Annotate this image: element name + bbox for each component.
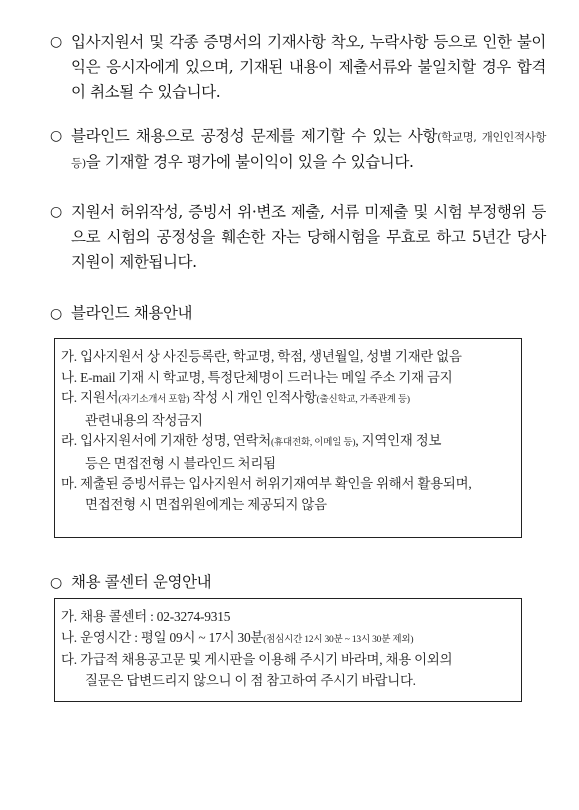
- item-text-continued: 면접전형 시 면접위원에게는 제공되지 않음: [85, 496, 327, 512]
- item-text: E-mail 기재 시 학교명, 특정단체명이 드러나는 메일 주소 기재 금지: [80, 369, 453, 385]
- item-key: 나.: [61, 629, 77, 645]
- list-item: [61, 650, 515, 691]
- item-text-small: (출신학교, 가족관계 등): [316, 395, 410, 405]
- list-item: [61, 368, 515, 389]
- item-text: 운영시간 : 평일 09시 ~ 17시 30분: [80, 629, 264, 645]
- item-key: 다.: [61, 652, 77, 667]
- circle-bullet-icon: ○: [50, 204, 62, 220]
- item-text: 작성 시 개인 인적사항: [189, 390, 317, 405]
- item-text-continued: 관련내용의 작성금지: [85, 412, 203, 428]
- item-key: 가.: [61, 349, 77, 364]
- item-text: 입사지원서에 기재한 성명, 연락처: [80, 433, 272, 448]
- callcenter-section-title: 채용 콜센터 운영안내: [71, 573, 212, 591]
- item-key: 마.: [61, 476, 77, 491]
- notice-paragraph-3: [50, 200, 546, 275]
- callcenter-section-heading: [50, 571, 211, 594]
- item-text: , 지역인재 정보: [355, 433, 442, 448]
- list-item: [61, 628, 515, 651]
- notice-text: 지원서 허위작성, 증빙서 위·변조 제출, 서류 미제출 및 시험 부정행위 등으로 시험의 공정성을 훼손한 자는 당해시험을 무효로 하고 5년간 당사 지원이 제한됩니다.: [71, 203, 546, 271]
- notice-paragraph-1: [50, 30, 546, 105]
- item-key: 가.: [61, 609, 77, 624]
- blind-info-box: [54, 338, 522, 538]
- item-text-small: (자기소개서 포함): [118, 395, 190, 405]
- notice-text: 입사지원서 및 각종 증명서의 기재사항 착오, 누락사항 등으로 인한 불이익은 응시자에게 있으며, 기재된 내용이 제출서류와 불일치할 경우 합격이 취소될 수 있습니다.: [71, 33, 546, 101]
- notice-text: [71, 124, 546, 176]
- item-text: 지원서: [80, 390, 119, 405]
- list-item: [61, 607, 515, 628]
- notice-text-main: 블라인드 채용으로 공정성 문제를 제기할 수 있는 사항: [71, 127, 438, 145]
- notice-paragraph-2: [50, 124, 546, 176]
- list-item: [61, 431, 515, 474]
- list-item: [61, 388, 515, 431]
- notice-text-after: 을 기재할 경우 평가에 불이익이 있을 수 있습니다.: [85, 153, 414, 171]
- item-text-continued: 질문은 답변드리지 않으니 이 점 참고하여 주시기 바랍니다.: [85, 672, 416, 688]
- item-key: 다.: [61, 390, 77, 405]
- item-key: 라.: [61, 433, 77, 448]
- notice-text-small: (학교명, 개인인적사항 등): [71, 130, 547, 170]
- list-item: [61, 347, 515, 368]
- blind-section-title: 블라인드 채용안내: [71, 304, 193, 322]
- item-text: 채용 콜센터 : 02-3274-9315: [80, 609, 231, 624]
- item-text-small: (휴대전화, 이메일 등): [271, 438, 356, 448]
- item-text-small: (점심시간 12시 30분 ~ 13시 30분 제외): [263, 634, 414, 645]
- item-text: 제출된 증빙서류는 입사지원서 허위기재여부 확인을 위해서 활용되며,: [80, 476, 472, 491]
- callcenter-info-box: [54, 598, 522, 702]
- circle-bullet-icon: ○: [50, 128, 62, 144]
- item-text: 가급적 채용공고문 및 게시판을 이용해 주시기 바라며, 채용 이외의: [80, 652, 453, 667]
- blind-section-heading: [50, 302, 192, 325]
- circle-bullet-icon: ○: [50, 306, 62, 322]
- circle-bullet-icon: ○: [50, 34, 62, 50]
- item-text-continued: 등은 면접전형 시 블라인드 처리됨: [85, 455, 276, 471]
- item-key: 나.: [61, 369, 77, 385]
- item-text: 입사지원서 상 사진등록란, 학교명, 학점, 생년월일, 성별 기재란 없음: [80, 349, 462, 364]
- circle-bullet-icon: ○: [50, 575, 62, 591]
- list-item: [61, 474, 515, 515]
